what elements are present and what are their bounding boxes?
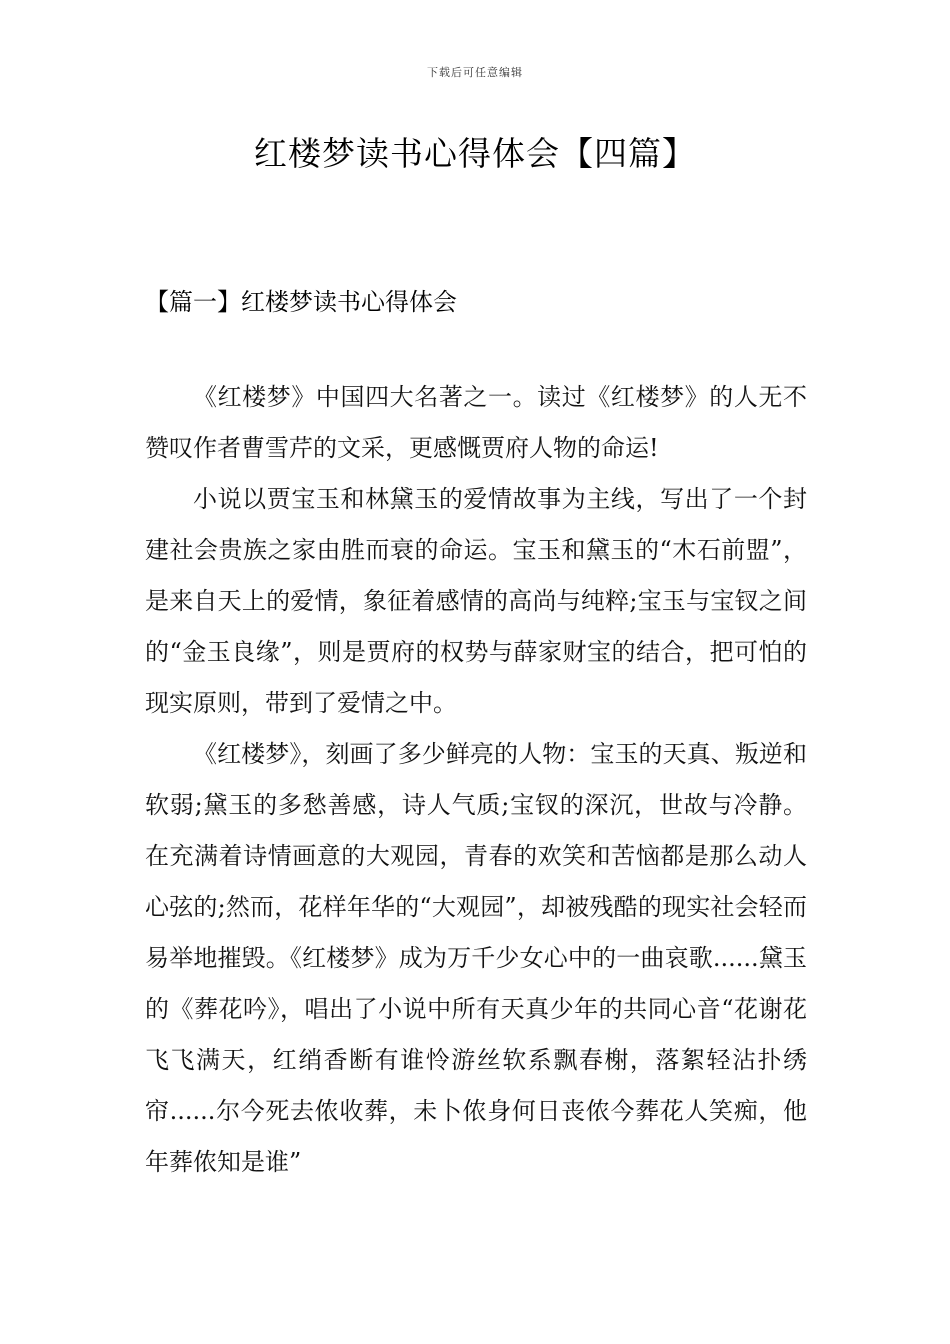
header-note: 下载后可任意编辑 [427,66,523,79]
paragraph-1: 《红楼梦》中国四大名著之一。读过《红楼梦》的人无不赞叹作者曹雪芹的文采，更感慨贾府人物的命运! [145,383,807,462]
paragraph-2: 小说以贾宝玉和林黛玉的爱情故事为主线，写出了一个封建社会贵族之家由胜而衰的命运。宝玉和黛玉的“木石前盟”，是来自天上的爱情，象征着感情的高尚与纯粹;宝玉与宝钗之间的“金玉良缘”，则是贾府的权势与薛家财宝的结合，把可怕的现实原则，带到了爱情之中。 [145,485,807,717]
section-heading: 【篇一】红楼梦读书心得体会 [145,288,457,316]
document-title: 红楼梦读书心得体会【四篇】 [254,134,696,173]
paragraph-3: 《红楼梦》，刻画了多少鲜亮的人物：宝玉的天真、叛逆和软弱;黛玉的多愁善感，诗人气质;宝钗的深沉，世故与冷静。在充满着诗情画意的大观园，青春的欢笑和苦恼都是那么动人心弦的;然而，花样年华的“大观园”，却被残酷的现实社会轻而易举地摧毁。《红楼梦》成为万千少女心中的一曲哀歌......黛玉的《葬花吟》，唱出了小说中所有天真少年的共同心音“花谢花飞飞满天，红绡香断有谁怜游丝软系飘春榭，落絮轻沾扑绣帘......尔今死去侬收葬，未卜侬身何日丧侬今葬花人笑痴，他年葬侬知是谁” [145,740,807,1176]
body-text [145,372,807,1188]
